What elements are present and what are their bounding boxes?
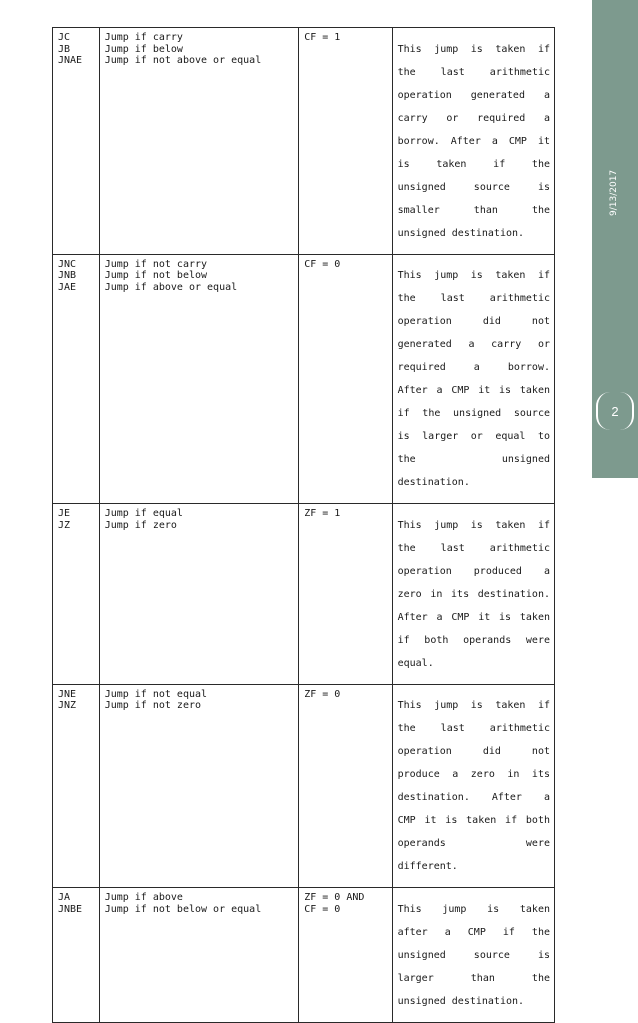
description-line: operation generated a bbox=[397, 89, 550, 101]
table-row bbox=[53, 888, 555, 1023]
description-line: operation produced a bbox=[397, 565, 550, 577]
description-cell bbox=[392, 28, 554, 255]
description-line: unsigned destination. bbox=[397, 227, 525, 239]
description-line: is taken if the bbox=[397, 158, 550, 170]
description-line: This jump is taken if bbox=[397, 43, 550, 55]
description-line: generated a carry or bbox=[397, 339, 550, 350]
mnemonics-cell: JE JZ bbox=[53, 504, 100, 685]
description-line: smaller than the bbox=[397, 204, 550, 216]
description-line: This jump is taken if bbox=[397, 519, 550, 531]
description-line: the last arithmetic bbox=[397, 293, 550, 304]
mnemonics-cell: JNC JNB JAE bbox=[53, 254, 100, 504]
flag-condition-cell: ZF = 0 AND CF = 0 bbox=[299, 888, 392, 1023]
slide-date: 9/13/2017 bbox=[609, 169, 619, 217]
description-line: carry or required a bbox=[397, 112, 550, 124]
meaning-cell: Jump if not carry Jump if not below Jump if above or equal bbox=[99, 254, 299, 504]
table-row bbox=[53, 254, 555, 504]
description-cell bbox=[392, 888, 554, 1023]
description-line: unsigned source is bbox=[397, 949, 550, 961]
table-row bbox=[53, 684, 555, 888]
description-line: operands were bbox=[397, 838, 550, 849]
table-row bbox=[53, 28, 555, 255]
description-line: unsigned destination. bbox=[397, 995, 525, 1007]
description-line: produce a zero in its bbox=[397, 769, 550, 780]
description-line: This jump is taken bbox=[397, 903, 550, 915]
description-line: zero in its destination. bbox=[397, 588, 550, 600]
description-line: operation did not bbox=[397, 316, 550, 327]
meaning-cell: Jump if equal Jump if zero bbox=[99, 504, 299, 685]
description-line: After a CMP it is taken bbox=[397, 385, 550, 396]
mnemonics-cell: JNE JNZ bbox=[53, 684, 100, 888]
description-line: unsigned source is bbox=[397, 181, 550, 193]
description-line: required a borrow. bbox=[397, 362, 550, 373]
description-line: the last arithmetic bbox=[397, 542, 550, 554]
description-line: equal. bbox=[397, 657, 434, 669]
meaning-cell: Jump if not equal Jump if not zero bbox=[99, 684, 299, 888]
description-line: the unsigned bbox=[397, 454, 550, 465]
description-line: This jump is taken if bbox=[397, 270, 550, 281]
description-cell bbox=[392, 254, 554, 504]
description-line: operation did not bbox=[397, 746, 550, 757]
table-row bbox=[53, 504, 555, 685]
description-line: larger than the bbox=[397, 972, 550, 984]
meaning-cell: Jump if above Jump if not below or equal bbox=[99, 888, 299, 1023]
description-line: different. bbox=[397, 861, 458, 872]
flag-condition-cell: ZF = 1 bbox=[299, 504, 392, 685]
description-line: the last arithmetic bbox=[397, 66, 550, 78]
description-cell bbox=[392, 684, 554, 888]
description-line: if both operands were bbox=[397, 634, 550, 646]
page-number-badge: 2 bbox=[596, 392, 634, 430]
description-line: borrow. After a CMP it bbox=[397, 135, 550, 147]
mnemonics-cell: JA JNBE bbox=[53, 888, 100, 1023]
mnemonics-cell: JC JB JNAE bbox=[53, 28, 100, 255]
description-cell bbox=[392, 504, 554, 685]
flag-condition-cell: CF = 0 bbox=[299, 254, 392, 504]
flag-condition-cell: ZF = 0 bbox=[299, 684, 392, 888]
description-line: is larger or equal to bbox=[397, 431, 550, 442]
description-line: This jump is taken if bbox=[397, 700, 550, 711]
description-line: if the unsigned source bbox=[397, 408, 550, 419]
description-line: the last arithmetic bbox=[397, 723, 550, 734]
description-line: After a CMP it is taken bbox=[397, 611, 550, 623]
description-line: destination. After a bbox=[397, 792, 550, 803]
description-line: after a CMP if the bbox=[397, 926, 550, 938]
meaning-cell: Jump if carry Jump if below Jump if not above or equal bbox=[99, 28, 299, 255]
flag-condition-cell: CF = 1 bbox=[299, 28, 392, 255]
description-line: CMP it is taken if both bbox=[397, 815, 550, 826]
description-line: destination. bbox=[397, 477, 470, 488]
conditional-jump-table bbox=[52, 27, 555, 1023]
